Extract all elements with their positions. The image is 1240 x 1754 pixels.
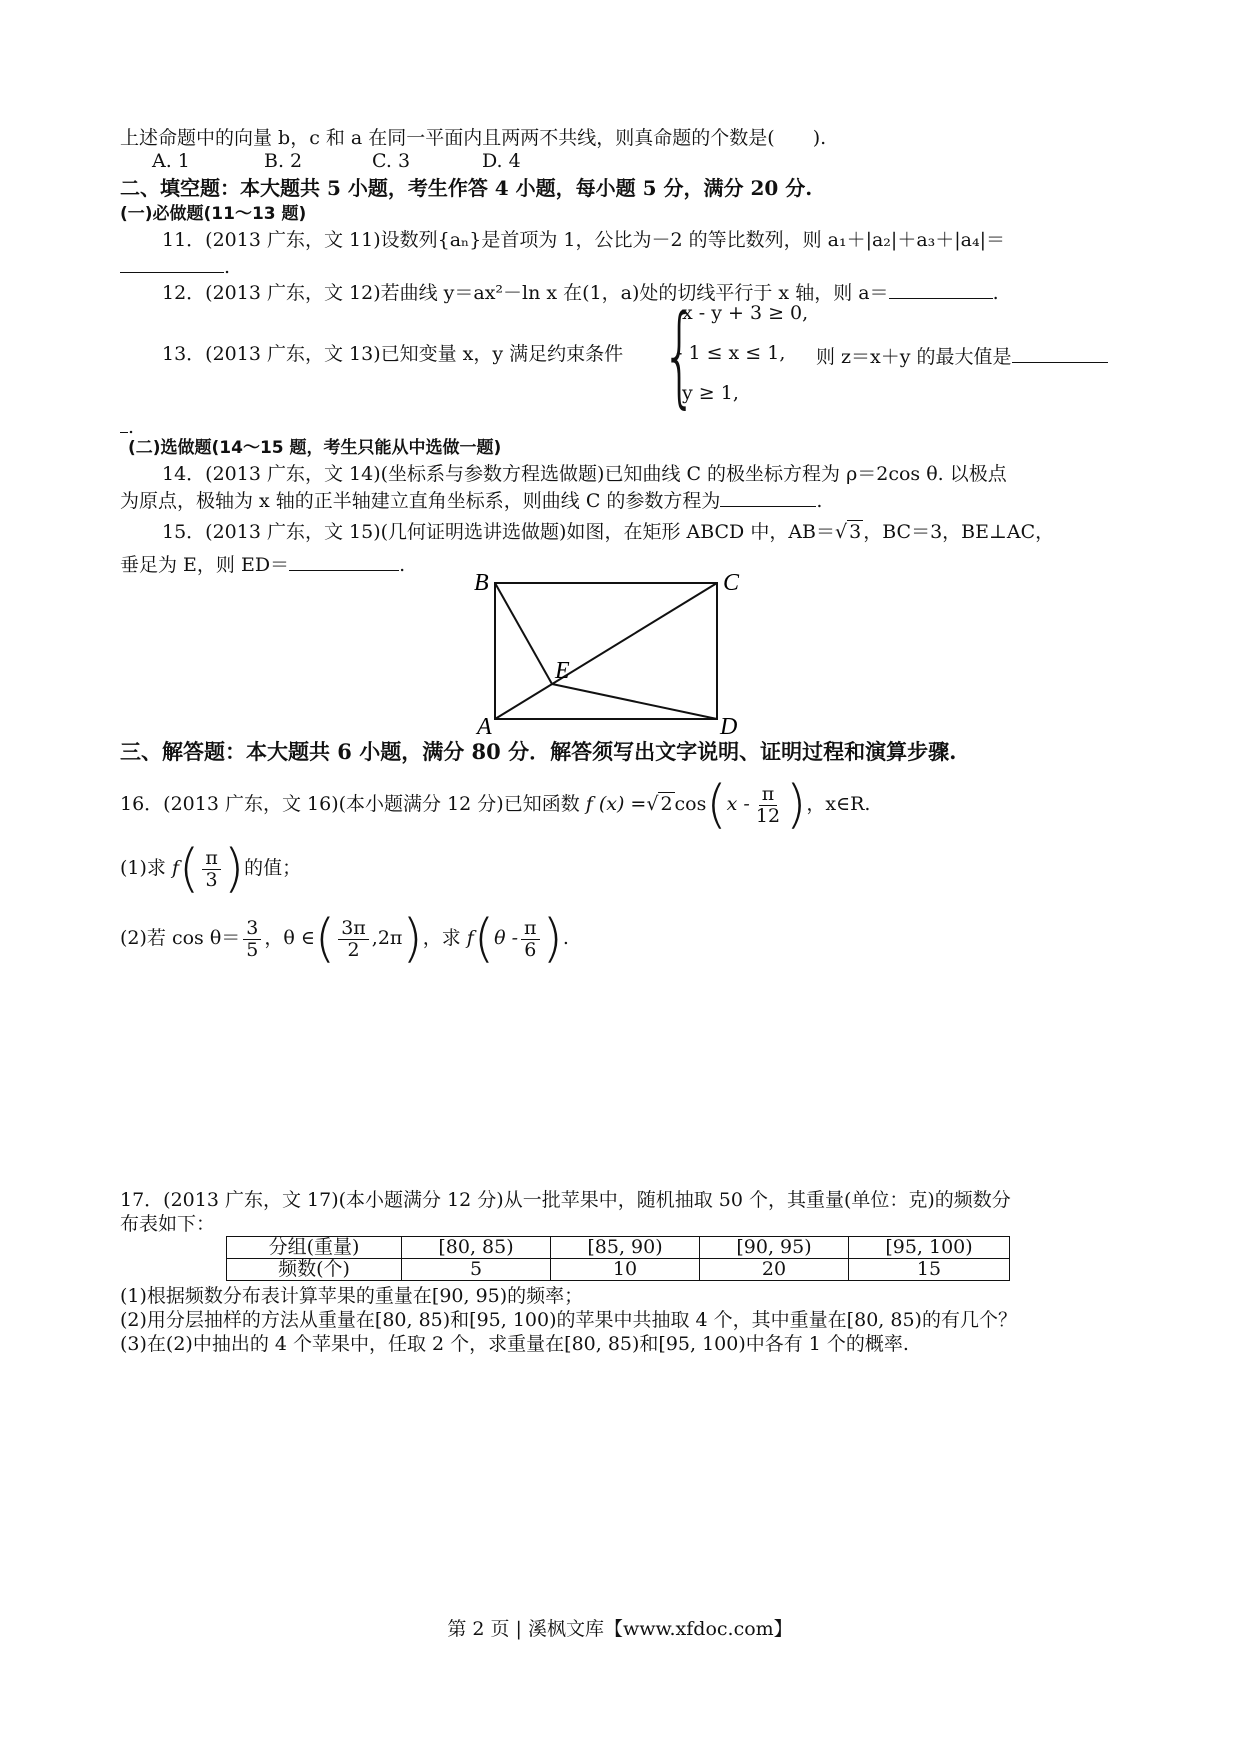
table-row bbox=[227, 1237, 1010, 1259]
segment-be bbox=[495, 583, 552, 684]
q11-answer-line bbox=[120, 254, 230, 279]
label-e: E bbox=[555, 658, 570, 684]
label-b: B bbox=[474, 570, 489, 596]
q16-six: 6 bbox=[524, 938, 537, 961]
q17-frequency-table bbox=[226, 1236, 1010, 1281]
q16-part1 bbox=[120, 839, 302, 899]
q16-two: 2 bbox=[347, 938, 360, 961]
q11-blank[interactable] bbox=[120, 254, 224, 273]
q15-sqrt: √ 3 bbox=[835, 521, 862, 543]
q15-blank[interactable] bbox=[289, 552, 399, 571]
q16-part2 bbox=[120, 909, 569, 969]
q14-line2 bbox=[120, 488, 822, 513]
q15-rectangle-figure bbox=[460, 568, 780, 738]
q16-theta-minus: θ - bbox=[494, 927, 519, 949]
q16-two-pi: ,2π bbox=[371, 927, 403, 949]
q16-part1-three: 3 bbox=[205, 868, 218, 891]
q13-stem: 13．(2013 广东，文 13)已知变量 x，y 满足约束条件 bbox=[162, 343, 624, 365]
q15-stem-a: 15．(2013 广东，文 15)(几何证明选讲选做题)如图，在矩形 ABCD 中，AB＝ bbox=[162, 521, 836, 543]
table-header-cell: 分组(重量) bbox=[227, 1237, 402, 1259]
q17-part2: (2)用分层抽样的方法从重量在[80, 85)和[95, 100)的苹果中共抽取 4 个，其中重量在[80, 85)的有几个？ bbox=[120, 1309, 1017, 1331]
q16-intro: 16．(2013 广东，文 16)(本小题满分 12 分)已知函数 bbox=[120, 793, 580, 815]
q15-stem-b: ，BC＝3，BE⊥AC， bbox=[863, 521, 1055, 543]
section2-optional-title: (二)选做题(14～15 题，考生只能从中选做一题) bbox=[128, 438, 502, 458]
q16-part1-f: f bbox=[171, 857, 180, 879]
q16-part2-mid: ，求 bbox=[422, 927, 461, 949]
table-cell: 15 bbox=[849, 1259, 1010, 1281]
section3-title: 三、解答题：本大题共 6 小题，满分 80 分．解答须写出文字说明、证明过程和演算步骤. bbox=[120, 739, 957, 764]
q16-part1-lparen: ( bbox=[179, 839, 200, 899]
q16-rparen: ) bbox=[786, 775, 807, 835]
q12-blank[interactable] bbox=[889, 280, 993, 299]
section2-required-title: (一)必做题(11～13 题) bbox=[120, 204, 307, 224]
q10-option-b: B. 2 bbox=[264, 150, 303, 172]
q17-stem-cont: 布表如下： bbox=[120, 1213, 216, 1235]
q15-stem-cont: 垂足为 E，则 ED＝ bbox=[120, 554, 290, 576]
q10-option-c: C. 3 bbox=[372, 150, 411, 172]
q14-blank[interactable] bbox=[720, 488, 816, 507]
q10-option-d: D. 4 bbox=[482, 150, 521, 172]
q16-part2-lparen2: ( bbox=[473, 909, 495, 969]
segment-ed bbox=[552, 684, 717, 719]
q16-sqrt: √ 2 bbox=[646, 793, 673, 815]
q16-func: f (x) = bbox=[585, 793, 647, 815]
q16-part2-rparen2: ) bbox=[542, 909, 563, 969]
q16-three-pi-over-2 bbox=[338, 918, 369, 961]
q16-three-pi: 3π bbox=[338, 918, 369, 940]
q13-constraint-1: x - y + 3 ≥ 0, bbox=[682, 302, 809, 324]
table-cell: 20 bbox=[700, 1259, 849, 1281]
q16-part1-prefix: (1)求 bbox=[120, 857, 166, 879]
q16-cos: cos bbox=[674, 793, 707, 815]
q13-blank[interactable] bbox=[1012, 344, 1108, 363]
q15-stem bbox=[162, 520, 1054, 544]
q14-tail: . bbox=[816, 490, 823, 512]
q13-constraint-3: y ≥ 1, bbox=[682, 382, 739, 404]
q16-five: 5 bbox=[246, 938, 259, 961]
q16-part1-suffix: 的值； bbox=[244, 857, 302, 879]
table-cell: 10 bbox=[551, 1259, 700, 1281]
table-header-cell: [80, 85) bbox=[402, 1237, 551, 1259]
segment-ac bbox=[495, 583, 717, 719]
table-cell: 频数(个) bbox=[227, 1259, 402, 1281]
q16-part2-rparen1: ) bbox=[402, 909, 423, 969]
q15-line2 bbox=[120, 552, 405, 577]
label-a: A bbox=[477, 714, 492, 738]
q11-stem: 11．(2013 广东，文 11)设数列{aₙ}是首项为 1，公比为－2 的等比数列，则 a₁＋|a₂|＋a₃＋|a₄|＝ bbox=[162, 229, 1006, 251]
q12-line bbox=[162, 280, 999, 305]
q13-suffix: 则 z＝x＋y 的最大值是 bbox=[816, 346, 1012, 368]
q16-x-minus: x - bbox=[726, 793, 750, 815]
q16-pi-over-3 bbox=[202, 848, 221, 891]
label-d: D bbox=[720, 714, 738, 738]
q16-three-fifths bbox=[243, 918, 261, 961]
q16-part1-pi: π bbox=[202, 848, 221, 870]
table-cell: 5 bbox=[402, 1259, 551, 1281]
q16-stem bbox=[120, 775, 871, 835]
q15-tail: . bbox=[399, 554, 406, 576]
q17-part1: (1)根据频数分布表计算苹果的重量在[90, 95)的频率； bbox=[120, 1285, 584, 1307]
q10-stem: 上述命题中的向量 b，c 和 a 在同一平面内且两两不共线，则真命题的个数是( ). bbox=[120, 127, 827, 149]
q16-part2-pi: π bbox=[521, 918, 540, 940]
q16-twelve: 12 bbox=[755, 804, 781, 827]
q16-part2-f: f bbox=[466, 927, 474, 949]
q13-blank-cont[interactable] bbox=[120, 414, 128, 433]
q15-sqrt-radicand: 3 bbox=[849, 521, 862, 543]
q13-tail: . bbox=[128, 416, 135, 438]
q13-suffix-line bbox=[816, 342, 1108, 369]
label-c: C bbox=[723, 570, 740, 596]
q11-tail: . bbox=[224, 256, 231, 278]
q16-part2-lparen1: ( bbox=[314, 909, 336, 969]
q16-lparen: ( bbox=[706, 775, 727, 835]
q16-pi-over-6 bbox=[521, 918, 540, 961]
q16-pi: π bbox=[759, 784, 778, 806]
q16-part2-prefix: (2)若 cos θ＝ bbox=[120, 927, 241, 949]
q16-part1-rparen: ) bbox=[223, 839, 245, 899]
q10-option-a: A. 1 bbox=[152, 150, 190, 172]
q16-three-num: 3 bbox=[243, 918, 261, 940]
table-row bbox=[227, 1259, 1010, 1281]
q17-part3: (3)在(2)中抽出的 4 个苹果中，任取 2 个，求重量在[80, 85)和[95, 100)中各有 1 个的概率. bbox=[120, 1333, 909, 1355]
table-header-cell: [90, 95) bbox=[700, 1237, 849, 1259]
q16-sqrt-radicand: 2 bbox=[660, 793, 673, 815]
q12-tail: . bbox=[992, 282, 999, 304]
page-footer: 第 2 页 | 溪枫文库【www.xfdoc.com】 bbox=[447, 1618, 793, 1640]
q12-stem: 12．(2013 广东，文 12)若曲线 y＝ax²－ln x 在(1，a)处的切线平行于 x 轴，则 a＝ bbox=[162, 282, 889, 304]
q13-left-brace: { bbox=[662, 291, 697, 419]
q16-pi-over-12 bbox=[753, 784, 783, 827]
q16-theta-in: ，θ ∈ bbox=[264, 927, 315, 949]
q16-domain: ，x∈R. bbox=[806, 793, 871, 815]
section2-title: 二、填空题：本大题共 5 小题，考生作答 4 小题，每小题 5 分，满分 20 分. bbox=[120, 176, 813, 200]
q17-stem: 17．(2013 广东，文 17)(本小题满分 12 分)从一批苹果中，随机抽取 50 个，其重量(单位：克)的频数分 bbox=[120, 1189, 1011, 1211]
q14-stem: 14．(2013 广东，文 14)(坐标系与参数方程选做题)已知曲线 C 的极坐标方程为 ρ＝2cos θ. 以极点 bbox=[162, 463, 1007, 485]
q16-part2-end: . bbox=[562, 927, 569, 949]
q14-stem-cont: 为原点，极轴为 x 轴的正半轴建立直角坐标系，则曲线 C 的参数方程为 bbox=[120, 490, 721, 512]
q13-constraint-2: - 1 ≤ x ≤ 1, bbox=[676, 342, 786, 364]
table-header-cell: [95, 100) bbox=[849, 1237, 1010, 1259]
table-header-cell: [85, 90) bbox=[551, 1237, 700, 1259]
